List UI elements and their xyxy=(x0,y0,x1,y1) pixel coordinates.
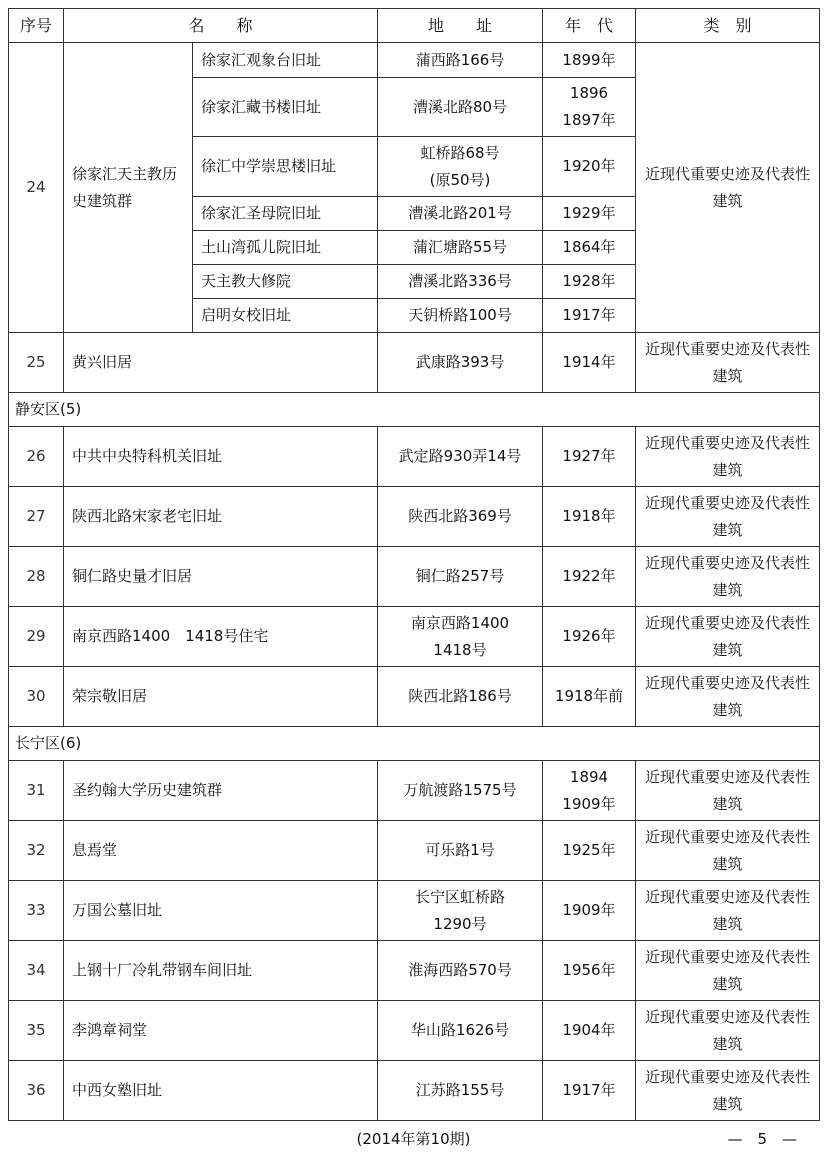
year-cell: 1926年 xyxy=(543,607,636,667)
row-number: 28 xyxy=(9,547,64,607)
row-number: 27 xyxy=(9,487,64,547)
row-number: 29 xyxy=(9,607,64,667)
year-cell: 1927年 xyxy=(543,427,636,487)
category-cell: 近现代重要史迹及代表性建筑 xyxy=(636,333,820,393)
year-line-2: 1909年 xyxy=(562,794,616,813)
address-cell xyxy=(378,607,543,667)
category-cell: 近现代重要史迹及代表性建筑 xyxy=(636,821,820,881)
site-name: 铜仁路史量才旧居 xyxy=(64,547,378,607)
category-cell: 近现代重要史迹及代表性建筑 xyxy=(636,547,820,607)
row-number: 26 xyxy=(9,427,64,487)
address-cell: 淮海西路570号 xyxy=(378,941,543,1001)
table-row xyxy=(9,333,820,393)
category-cell: 近现代重要史迹及代表性建筑 xyxy=(636,1061,820,1121)
address-line-1: 南京西路1400 xyxy=(410,613,510,632)
row-number: 35 xyxy=(9,1001,64,1061)
year-line-1: 1894 xyxy=(569,767,609,786)
table-header-row xyxy=(9,9,820,43)
category-cell: 近现代重要史迹及代表性建筑 xyxy=(636,607,820,667)
sub-site-name: 徐家汇观象台旧址 xyxy=(193,43,378,78)
year-cell: 1914年 xyxy=(543,333,636,393)
address-cell: 天钥桥路100号 xyxy=(378,299,543,333)
year-cell: 1922年 xyxy=(543,547,636,607)
table-row xyxy=(9,667,820,727)
year-cell: 1920年 xyxy=(543,137,636,197)
year-cell: 1917年 xyxy=(543,1061,636,1121)
category-cell: 近现代重要史迹及代表性建筑 xyxy=(636,941,820,1001)
row-number: 30 xyxy=(9,667,64,727)
year-cell: 1899年 xyxy=(543,43,636,78)
year-cell: 1864年 xyxy=(543,231,636,265)
section-title-jingan: 静安区(5) xyxy=(9,393,820,427)
page-footer xyxy=(0,1128,827,1152)
section-title-changning: 长宁区(6) xyxy=(9,727,820,761)
header-address: 地 址 xyxy=(378,9,543,43)
row-number: 36 xyxy=(9,1061,64,1121)
row-number: 34 xyxy=(9,941,64,1001)
address-cell: 蒲西路166号 xyxy=(378,43,543,78)
header-no: 序号 xyxy=(9,9,64,43)
year-cell: 1904年 xyxy=(543,1001,636,1061)
year-cell: 1917年 xyxy=(543,299,636,333)
site-name: 李鸿章祠堂 xyxy=(64,1001,378,1061)
year-cell: 1928年 xyxy=(543,265,636,299)
address-cell xyxy=(378,137,543,197)
category-cell: 近现代重要史迹及代表性建筑 xyxy=(636,487,820,547)
category-cell: 近现代重要史迹及代表性建筑 xyxy=(636,761,820,821)
table-row xyxy=(9,487,820,547)
row-number: 31 xyxy=(9,761,64,821)
site-name: 圣约翰大学历史建筑群 xyxy=(64,761,378,821)
category-cell: 近现代重要史迹及代表性建筑 xyxy=(636,1001,820,1061)
category-cell: 近现代重要史迹及代表性建筑 xyxy=(636,667,820,727)
site-name: 上钢十厂冷轧带钢车间旧址 xyxy=(64,941,378,1001)
year-cell xyxy=(543,761,636,821)
address-cell: 漕溪北路336号 xyxy=(378,265,543,299)
address-cell xyxy=(378,881,543,941)
table-row xyxy=(9,1001,820,1061)
address-line-2: (原50号) xyxy=(429,170,491,189)
issue-label: (2014年第10期) xyxy=(356,1130,471,1148)
sub-site-name: 徐家汇圣母院旧址 xyxy=(193,197,378,231)
address-cell: 漕溪北路201号 xyxy=(378,197,543,231)
year-line-2: 1897年 xyxy=(562,111,616,129)
table-row xyxy=(9,761,820,821)
header-name: 名 称 xyxy=(64,9,378,43)
address-cell: 万航渡路1575号 xyxy=(378,761,543,821)
site-name: 荣宗敬旧居 xyxy=(64,667,378,727)
sub-site-name: 徐家汇藏书楼旧址 xyxy=(193,78,378,137)
header-category: 类 别 xyxy=(636,9,820,43)
sub-site-name: 天主教大修院 xyxy=(193,265,378,299)
year-cell: 1918年前 xyxy=(543,667,636,727)
row-number: 32 xyxy=(9,821,64,881)
table-row xyxy=(9,607,820,667)
address-cell: 陕西北路186号 xyxy=(378,667,543,727)
address-cell: 江苏路155号 xyxy=(378,1061,543,1121)
sub-site-name: 徐汇中学崇思楼旧址 xyxy=(193,137,378,197)
sub-site-name: 土山湾孤儿院旧址 xyxy=(193,231,378,265)
year-cell: 1956年 xyxy=(543,941,636,1001)
address-line-1: 长宁区虹桥路 xyxy=(415,887,506,906)
heritage-table xyxy=(8,8,820,1121)
sub-site-name: 启明女校旧址 xyxy=(193,299,378,333)
site-name: 息焉堂 xyxy=(64,821,378,881)
category-cell: 近现代重要史迹及代表性建筑 xyxy=(636,881,820,941)
site-name: 中西女塾旧址 xyxy=(64,1061,378,1121)
address-cell: 可乐路1号 xyxy=(378,821,543,881)
address-cell: 漕溪北路80号 xyxy=(378,78,543,137)
address-cell: 铜仁路257号 xyxy=(378,547,543,607)
page-number: — 5 — xyxy=(727,1130,797,1148)
row-number: 25 xyxy=(9,333,64,393)
site-name: 陕西北路宋家老宅旧址 xyxy=(64,487,378,547)
address-cell: 华山路1626号 xyxy=(378,1001,543,1061)
section-row xyxy=(9,727,820,761)
year-cell xyxy=(543,78,636,137)
row-number: 33 xyxy=(9,881,64,941)
group-name: 徐家汇天主教历史建筑群 xyxy=(64,43,193,333)
category-cell: 近现代重要史迹及代表性建筑 xyxy=(636,43,820,333)
year-cell: 1929年 xyxy=(543,197,636,231)
site-name: 中共中央特科机关旧址 xyxy=(64,427,378,487)
section-row xyxy=(9,393,820,427)
address-line-2: 1290号 xyxy=(433,914,487,933)
address-cell: 陕西北路369号 xyxy=(378,487,543,547)
table-row xyxy=(9,1061,820,1121)
row-number: 24 xyxy=(9,43,64,333)
address-cell: 武康路393号 xyxy=(378,333,543,393)
table-row xyxy=(9,821,820,881)
year-cell: 1918年 xyxy=(543,487,636,547)
table-row xyxy=(9,547,820,607)
address-cell: 蒲汇塘路55号 xyxy=(378,231,543,265)
address-line-1: 虹桥路68号 xyxy=(420,143,500,162)
table-row xyxy=(9,941,820,1001)
category-cell: 近现代重要史迹及代表性建筑 xyxy=(636,427,820,487)
year-line-1: 1896 xyxy=(569,84,609,102)
address-line-2: 1418号 xyxy=(433,640,487,659)
site-name: 万国公墓旧址 xyxy=(64,881,378,941)
year-cell: 1925年 xyxy=(543,821,636,881)
site-name: 黄兴旧居 xyxy=(64,333,378,393)
table-row xyxy=(9,427,820,487)
year-cell: 1909年 xyxy=(543,881,636,941)
table-row xyxy=(9,881,820,941)
address-cell: 武定路930弄14号 xyxy=(378,427,543,487)
table-row xyxy=(9,43,820,78)
site-name: 南京西路1400 1418号住宅 xyxy=(64,607,378,667)
header-year: 年 代 xyxy=(543,9,636,43)
